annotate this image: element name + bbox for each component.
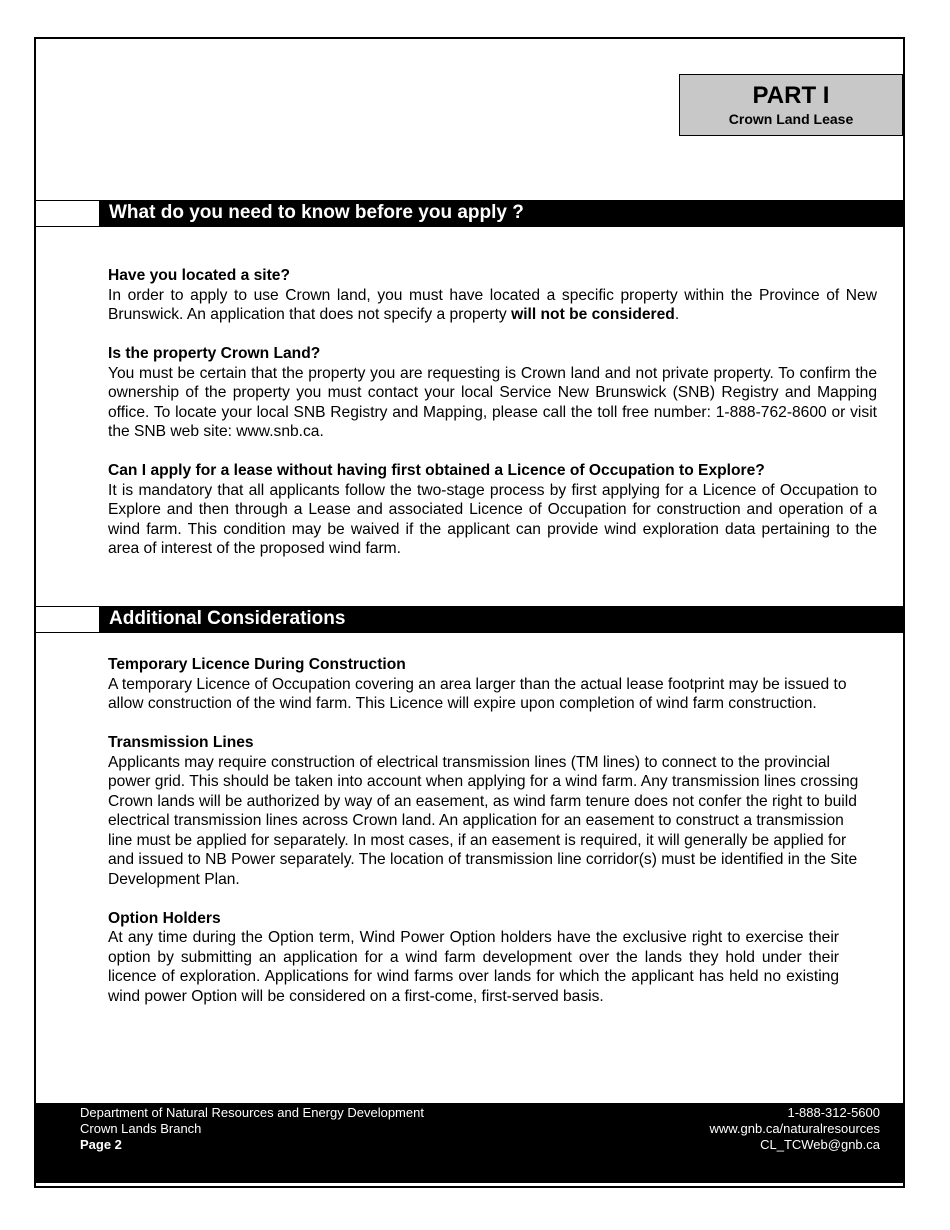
question-heading: Can I apply for a lease without having first obtained a Licence of Occupation to Explore? <box>108 462 765 479</box>
footer-website: www.gnb.ca/naturalresources <box>709 1121 880 1136</box>
paragraph <box>108 286 877 325</box>
section-rule-top <box>36 200 99 201</box>
section-rule-top <box>36 606 99 607</box>
paragraph: A temporary Licence of Occupation covering an area larger than the actual lease footprint may be issued to allow construction of the wind farm. This Licence will expire upon completion of wind farm construction. <box>108 675 847 712</box>
paragraph: Applicants may require construction of electrical transmission lines (TM lines) to connect to the provincial power grid. This should be taken into account when applying for a wind farm. Any transmission lines crossing Crown lands will be authorized by way of an easement, as wind farm tenure does not confer the right to build electrical transmission lines across Crown land. An application for an easement to construct a transmission line must be applied for separately. In most cases, if an easement is required, it will generally be applied for and issued to NB Power separately. The location of transmission line corridor(s) must be identified in the Site Development Plan. <box>108 753 859 888</box>
paragraph: You must be certain that the property you are requesting is Crown land and not private property. To confirm the ownership of the property you must contact your local Service New Brunswick (SNB) Registry and Mapping office. To locate your local SNB Registry and Mapping, please call the toll free number: 1-888-762-8600 or visit the SNB web site: www.snb.ca. <box>108 364 877 440</box>
section-additional-content <box>108 655 860 1006</box>
section-before-apply-content <box>108 266 877 559</box>
question-heading: Is the property Crown Land? <box>108 345 321 362</box>
section-rule-bottom <box>36 226 905 227</box>
footer-right <box>709 1105 880 1153</box>
subsection-heading: Option Holders <box>108 909 221 927</box>
question-heading: Have you located a site? <box>108 267 290 284</box>
footer-branch: Crown Lands Branch <box>80 1121 202 1136</box>
footer-department: Department of Natural Resources and Energy Development <box>80 1105 424 1120</box>
paragraph: At any time during the Option term, Wind Power Option holders have the exclusive right to exercise their option by submitting an application for a wind farm development over the lands they hold under their licence of exploration. Applications for wind farms over lands for which the applicant has held no existing wind power Option will be considered on a first-come, first-served basis. <box>108 929 839 1005</box>
paragraph-text: In order to apply to use Crown land, you must have located a specific property within the Province of New Brunswick. An application that does not specify a property <box>108 286 877 323</box>
page-footer <box>36 1103 905 1183</box>
paragraph: It is mandatory that all applicants follow the two-stage process by first applying for a Licence of Occupation to Explore and then through a Lease and associated Licence of Occupation for construction and operation of a wind farm. This condition may be waived if the applicant can provide wind exploration data pertaining to the area of interest of the proposed wind farm. <box>108 481 877 557</box>
emphasis-text: will not be considered <box>511 306 675 323</box>
section-heading-additional-considerations: Additional Considerations <box>99 606 905 632</box>
paragraph-text-end: . <box>674 306 680 323</box>
part-subtitle: Crown Land Lease <box>728 111 854 127</box>
footer-phone: 1-888-312-5600 <box>787 1105 880 1120</box>
section-heading-before-apply: What do you need to know before you apply ? <box>99 200 905 226</box>
section-rule-bottom <box>36 632 905 633</box>
footer-left <box>80 1105 424 1153</box>
subsection-heading: Temporary Licence During Construction <box>108 656 406 673</box>
subsection-heading: Transmission Lines <box>108 734 254 751</box>
footer-email: CL_TCWeb@gnb.ca <box>760 1137 880 1152</box>
footer-page-number: Page 2 <box>80 1137 122 1152</box>
part-label-box <box>679 74 903 136</box>
part-title: PART I <box>752 82 830 109</box>
